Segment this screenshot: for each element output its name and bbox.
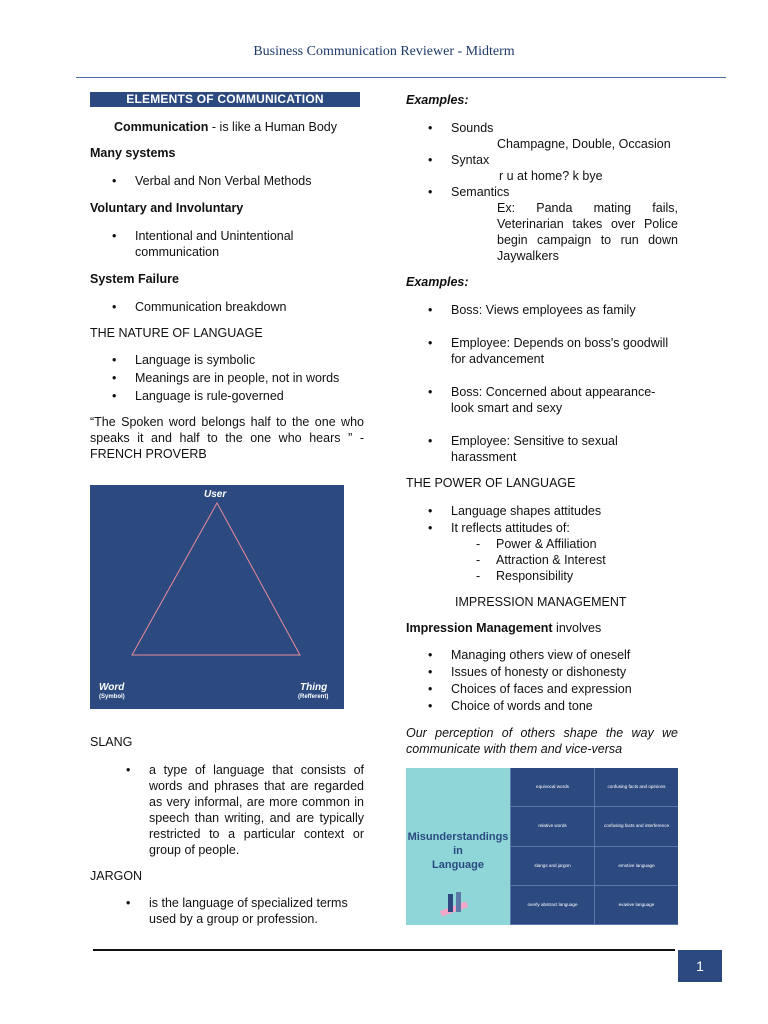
- misunderstandings-title: [406, 830, 510, 872]
- sounds-label: • Sounds: [451, 121, 494, 135]
- list-item: • Language is rule-governed: [90, 388, 364, 404]
- impression-list: [406, 647, 678, 714]
- communication-term: Communication: [114, 120, 209, 134]
- triangle-shape: [90, 485, 344, 709]
- impression-term: Impression Management: [406, 621, 553, 635]
- semantics-label: • Semantics: [451, 185, 510, 199]
- semantic-triangle-figure: [90, 485, 344, 709]
- header-divider: [76, 77, 726, 78]
- impression-rest: involves: [552, 621, 602, 635]
- voluntary-heading: Voluntary and Involuntary: [90, 201, 244, 215]
- syntax-label: • Syntax: [451, 153, 490, 167]
- slang-list: [90, 762, 364, 858]
- mis-title-line: in: [453, 845, 463, 857]
- list-item: • a type of language that consists of words and phrases that are regarded as very informal, are more common in speech than writing, and are typically restricted to a particular context or group of people.: [104, 762, 364, 858]
- misunderstandings-figure: [406, 768, 678, 925]
- french-proverb-quote: “The Spoken word belongs half to the one who speaks it and half to the one who hears ” - FRENCH PROVERB: [90, 415, 364, 461]
- mis-cell: emotive language: [594, 847, 678, 886]
- page-number: 1: [678, 950, 722, 982]
- power-sub-item: - Responsibility: [406, 568, 678, 584]
- page-header: Business Communication Reviewer - Midterm: [253, 44, 515, 59]
- examples-heading-2: Examples:: [406, 275, 469, 289]
- nature-of-language-heading: THE NATURE OF LANGUAGE: [90, 326, 263, 340]
- mis-title-line: Language: [432, 859, 484, 871]
- misunderstandings-title-panel: [406, 768, 510, 925]
- impression-management-intro: [406, 620, 678, 636]
- list-item: • Managing others view of oneself: [406, 647, 678, 663]
- misunderstandings-grid: [510, 768, 678, 925]
- list-item: • Boss: Concerned about appearance- look smart and sexy: [406, 384, 678, 416]
- list-item: • Choice of words and tone: [406, 698, 678, 714]
- sounds-example: Champagne, Double, Occasion: [497, 137, 671, 151]
- list-item: • Issues of honesty or dishonesty: [406, 664, 678, 680]
- mis-cell: confusing facts and interference: [594, 807, 678, 846]
- system-failure-heading: System Failure: [90, 272, 179, 286]
- list-item: • Language is symbolic: [90, 352, 364, 368]
- impression-management-heading: IMPRESSION MANAGEMENT: [455, 595, 627, 609]
- slang-heading: SLANG: [90, 735, 133, 749]
- mis-title-line: Misunderstandings: [407, 831, 509, 843]
- boss-employee-list: [406, 302, 678, 465]
- jargon-list: [90, 895, 364, 927]
- left-column: [90, 92, 364, 927]
- jargon-heading: JARGON: [90, 869, 143, 883]
- language-rules-list: [406, 120, 678, 264]
- list-item: • Verbal and Non Verbal Methods: [90, 173, 364, 189]
- list-item: • is the language of specialized terms used by a group or profession.: [104, 895, 364, 927]
- mis-cell: evasive language: [594, 886, 678, 925]
- communication-desc: - is like a Human Body: [208, 120, 337, 134]
- power-sub-item: - Attraction & Interest: [406, 552, 678, 568]
- triangle-symbol-label: (Symbol): [99, 694, 125, 700]
- list-item: [406, 120, 678, 152]
- power-of-language-heading: THE POWER OF LANGUAGE: [406, 476, 576, 490]
- mis-cell: confusing facts and opinions: [594, 768, 678, 807]
- examples-heading: Examples:: [406, 93, 469, 107]
- system-failure-list: [90, 299, 364, 315]
- list-item: • Boss: Views employees as family: [406, 302, 678, 318]
- nature-list: [90, 352, 364, 404]
- list-item: [406, 152, 678, 184]
- mis-cell: slangs and jargon: [510, 847, 594, 886]
- triangle-user-label: User: [204, 489, 227, 500]
- triangle-word-label: Word: [99, 682, 125, 693]
- communication-definition: [90, 119, 364, 135]
- mis-cell: equivocal words: [510, 768, 594, 807]
- list-item: • It reflects attitudes of:: [406, 520, 678, 536]
- power-list: [406, 503, 678, 536]
- triangle-referent-label: (Refferent): [298, 694, 329, 700]
- right-column: [406, 92, 678, 925]
- power-sub-item: - Power & Affiliation: [406, 536, 678, 552]
- list-item: • Intentional and Unintentional communication: [90, 228, 364, 260]
- list-item: • Meanings are in people, not in words: [90, 370, 364, 386]
- list-item: • Language shapes attitudes: [406, 503, 678, 519]
- section-banner: ELEMENTS OF COMMUNICATION: [90, 92, 360, 107]
- mis-cell: relative words: [510, 807, 594, 846]
- list-item: • Communication breakdown: [90, 299, 364, 315]
- list-item: • Employee: Depends on boss's goodwill for advancement: [406, 335, 678, 367]
- many-systems-heading: Many systems: [90, 146, 176, 160]
- semantics-example: Ex: Panda mating fails, Veterinarian takes over Police begin campaign to run down Jaywalkers: [497, 201, 678, 263]
- people-illustration-icon: [434, 890, 474, 920]
- triangle-thing-label: Thing: [300, 682, 328, 693]
- mis-cell: overly abstract language: [510, 886, 594, 925]
- many-systems-list: [90, 173, 364, 189]
- list-item: • Choices of faces and expression: [406, 681, 678, 697]
- list-item: [406, 184, 678, 264]
- perception-note: Our perception of others shape the way we communicate with them and vice-versa: [406, 726, 678, 756]
- voluntary-list: [90, 228, 364, 260]
- footer-divider: [93, 949, 675, 951]
- list-item: • Employee: Sensitive to sexual harassment: [406, 433, 678, 465]
- syntax-example: r u at home? k bye: [499, 169, 603, 183]
